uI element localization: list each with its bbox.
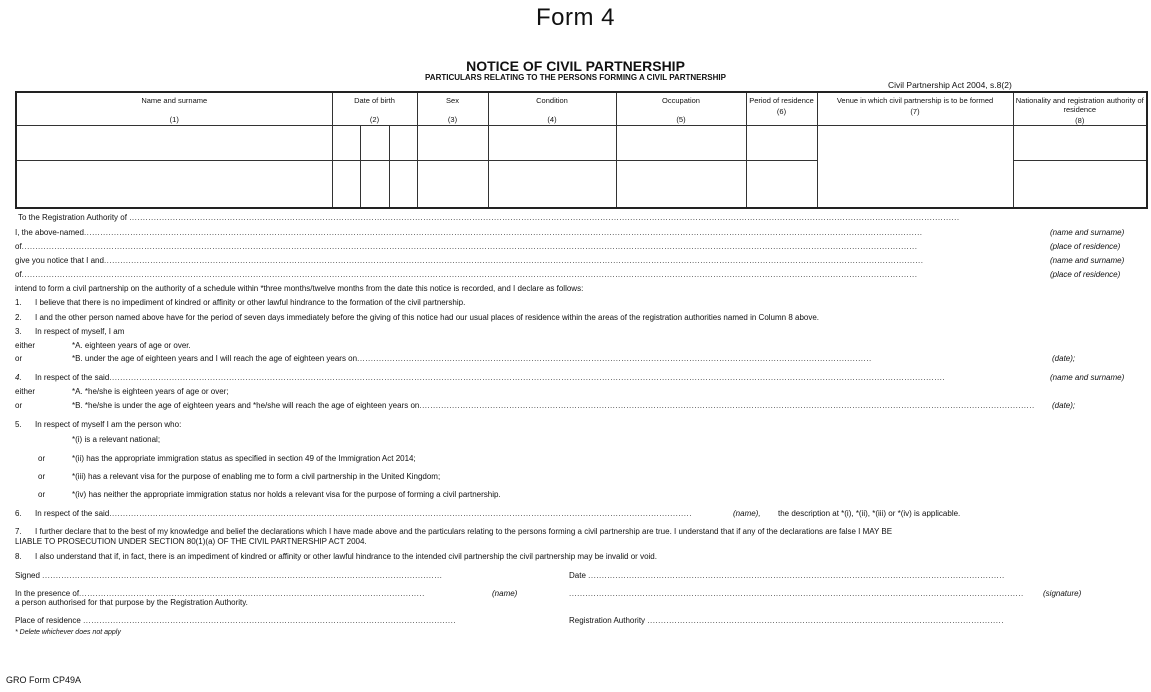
declaration-6-tail: the description at *(i), *(ii), *(iii) or *(iv) is applicable.	[778, 509, 961, 518]
cell-occupation-2[interactable]	[616, 161, 746, 209]
option-3a[interactable]: *A. eighteen years of age or over.	[72, 341, 191, 350]
declaration-8: I also understand that if, in fact, there is an impediment of kindred or affinity or other lawful hindrance to the intended civil partnership the civil partnership may be invalid or void.	[35, 552, 657, 561]
cell-dob-year-1[interactable]	[389, 126, 417, 161]
option-5iv[interactable]: *(iv) has neither the appropriate immigration status nor holds a relevant visa for the purpose of forming a civil partnership.	[72, 490, 501, 499]
declaration-3-num: 3.	[15, 327, 22, 336]
date-note-2: (date);	[1052, 401, 1076, 410]
cell-dob-year-2[interactable]	[389, 161, 417, 209]
option-4a[interactable]: *A. *he/she is eighteen years of age or over;	[72, 387, 229, 396]
cell-name-1[interactable]	[16, 126, 332, 161]
option-4b[interactable]: *B. *he/she is under the age of eighteen years and *he/she will reach the age of eighteen years on..................................................................................................................................................................................................................................	[72, 401, 1035, 410]
col-header-occupation: Occupation (5)	[616, 92, 746, 126]
form-number: Form 4	[535, 4, 615, 31]
cell-residence-1[interactable]	[746, 126, 817, 161]
form-code: GRO Form CP49A	[6, 675, 82, 685]
witness-signature-field[interactable]: .......................................................................................................................................................................	[569, 589, 1024, 598]
col-header-dob: Date of birth (2)	[332, 92, 417, 126]
or-label-5iv: or	[38, 490, 46, 499]
option-3b[interactable]: *B. under the age of eighteen years and I will reach the age of eighteen years on.............................................................................................................................................................................................	[72, 354, 872, 363]
presence-name-note: (name)	[492, 589, 518, 598]
date-note-1: (date);	[1052, 354, 1076, 363]
declaration-7-num: 7.	[15, 527, 22, 536]
give-notice-line[interactable]: give you notice that I and.............................................................................................................................................................................................................................................................................................................	[15, 256, 924, 265]
cell-venue[interactable]	[817, 126, 1013, 209]
cell-name-2[interactable]	[16, 161, 332, 209]
cell-condition-2[interactable]	[488, 161, 616, 209]
or-label-5iii: or	[38, 472, 46, 481]
signed-field[interactable]: Signed ...................................................................................................................................................	[15, 571, 443, 580]
cell-dob-month-2[interactable]	[360, 161, 389, 209]
page-title: NOTICE OF CIVIL PARTNERSHIP	[466, 58, 685, 74]
option-5i[interactable]: *(i) is a relevant national;	[72, 435, 161, 444]
residence-note-1: (place of residence)	[1050, 242, 1121, 251]
declaration-3: In respect of myself, I am	[35, 327, 125, 336]
page-subtitle: PARTICULARS RELATING TO THE PERSONS FORMING A CIVIL PARTNERSHIP	[425, 73, 726, 82]
authorised-note: a person authorised for that purpose by the Registration Authority.	[15, 598, 248, 607]
to-authority-line[interactable]: To the Registration Authority of .................................................................................................................................................................................................................................................................................................................	[18, 213, 960, 222]
option-5iii[interactable]: *(iii) has a relevant visa for the purpose of enabling me to form a civil partnership in the United Kingdom;	[72, 472, 441, 481]
cell-nationality-1[interactable]	[1013, 126, 1147, 161]
cell-dob-month-1[interactable]	[360, 126, 389, 161]
declaration-8-num: 8.	[15, 552, 22, 561]
col-header-name: Name and surname (1)	[16, 92, 332, 126]
or-label-1: or	[15, 354, 23, 363]
col-header-sex: Sex (3)	[417, 92, 488, 126]
cell-condition-1[interactable]	[488, 126, 616, 161]
col-header-condition: Condition (4)	[488, 92, 616, 126]
cell-residence-2[interactable]	[746, 161, 817, 209]
delete-note: * Delete whichever does not apply	[15, 629, 121, 636]
cell-occupation-1[interactable]	[616, 126, 746, 161]
name-note-2: (name and surname)	[1050, 256, 1125, 265]
registration-authority-field[interactable]: Registration Authority ...................................................................................................................................	[569, 616, 1004, 625]
place-of-residence-field[interactable]: Place of residence .........................................................................................................................................	[15, 616, 457, 625]
cell-dob-day-2[interactable]	[332, 161, 360, 209]
declaration-5-num: 5.	[15, 420, 22, 429]
presence-field[interactable]: In the presence of...............................................................................................................................	[15, 589, 425, 598]
name-note-3: (name and surname)	[1050, 373, 1125, 382]
declaration-5: In respect of myself I am the person who:	[35, 420, 182, 429]
declaration-4-num: 4.	[15, 373, 22, 382]
of-line-1[interactable]: of.........................................................................................................................................................................................................................................................................................................................................	[15, 242, 918, 251]
cell-sex-1[interactable]	[417, 126, 488, 161]
declaration-2: I and the other person named above have for the period of seven days immediately before the giving of this notice had our usual places of residence within the areas of the registration authorities named in Column 8 above.	[35, 313, 820, 322]
declaration-7-line-2: LIABLE TO PROSECUTION UNDER SECTION 80(1)(a) OF THE CIVIL PARTNERSHIP ACT 2004.	[15, 537, 367, 546]
declaration-1: I believe that there is no impediment of kindred or affinity or other lawful hindrance to the formation of the civil partnership.	[35, 298, 466, 307]
signature-note: (signature)	[1043, 589, 1082, 598]
declaration-1-num: 1.	[15, 298, 22, 307]
date-field[interactable]: Date .........................................................................................................................................................	[569, 571, 1005, 580]
name-note-1: (name and surname)	[1050, 228, 1125, 237]
declaration-6[interactable]: In respect of the said......................................................................................................................................................................................................................	[35, 509, 692, 518]
act-reference: Civil Partnership Act 2004, s.8(2)	[888, 80, 1012, 90]
particulars-table	[15, 91, 1148, 209]
declaration-2-num: 2.	[15, 313, 22, 322]
of-line-2[interactable]: of.........................................................................................................................................................................................................................................................................................................................................	[15, 270, 918, 279]
cell-sex-2[interactable]	[417, 161, 488, 209]
option-5ii[interactable]: *(ii) has the appropriate immigration status as specified in section 49 of the Immigration Act 2014;	[72, 454, 416, 463]
or-label-2: or	[15, 401, 23, 410]
cell-dob-day-1[interactable]	[332, 126, 360, 161]
either-label-2: either	[15, 387, 36, 396]
col-header-nationality: Nationality and registration authority of residence (8)	[1013, 92, 1147, 126]
intend-statement: intend to form a civil partnership on the authority of a schedule within *three months/twelve months from the date this notice is recorded, and I declare as follows:	[15, 284, 584, 293]
declaration-7-line-1: I further declare that to the best of my knowledge and belief the declarations which I have made above and the particulars relating to the persons forming a civil partnership are true. I understand that if any of the declarations are false I MAY BE	[35, 527, 893, 536]
col-header-venue: Venue in which civil partnership is to be formed (7)	[817, 92, 1013, 126]
either-label-1: either	[15, 341, 36, 350]
or-label-5ii: or	[38, 454, 46, 463]
cell-nationality-2[interactable]	[1013, 161, 1147, 209]
declaration-6-num: 6.	[15, 509, 22, 518]
residence-note-2: (place of residence)	[1050, 270, 1121, 279]
declaration-4[interactable]: In respect of the said...................................................................................................................................................................................................................................................................................................................	[35, 373, 946, 382]
above-named-line[interactable]: I, the above-named....................................................................................................................................................................................................................................................................................................................	[15, 228, 923, 237]
col-header-residence: Period of residence (6)	[746, 92, 817, 126]
declaration-6-name-note: (name),	[733, 509, 761, 518]
